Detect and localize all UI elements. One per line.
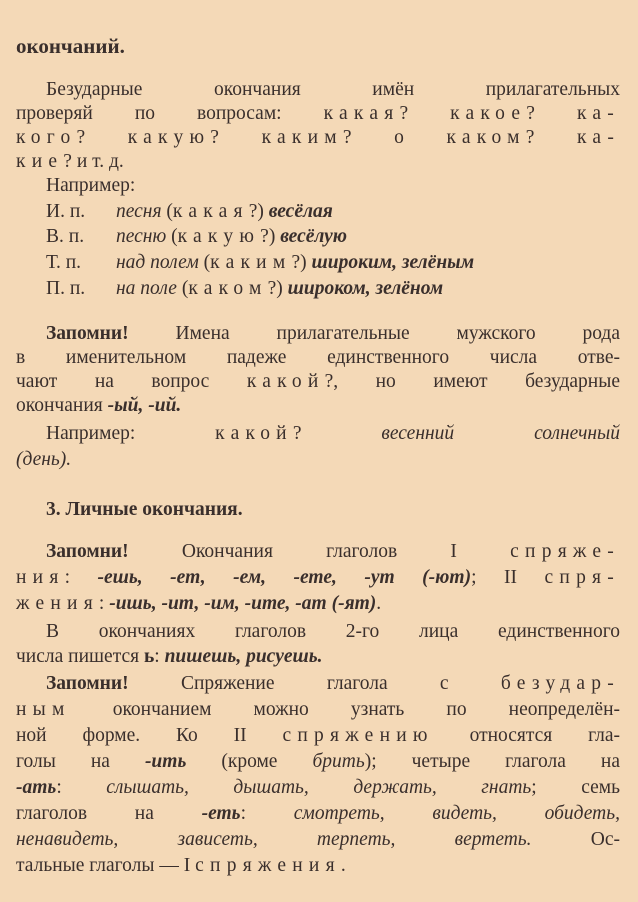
paragraph-line: В окончаниях глаголов 2-го лица единственного: [46, 621, 620, 642]
paragraph-line: окончания -ый, -ий.: [16, 395, 182, 416]
section-heading: 3. Личные окончания.: [46, 499, 243, 520]
paragraph-line: кие? и т. д.: [16, 151, 124, 172]
paragraph-line: тальные глаголы — I спряжения.: [16, 855, 346, 876]
paragraph-line: жения: -ишь, -ит, -им, -ите, -ат (-ят).: [16, 593, 382, 614]
paragraph-line: ной форме. Ко II спряжению относятся гла-: [16, 725, 620, 746]
case-row: Т. п. над полем (каким?) широким, зелёным: [46, 252, 475, 273]
case-row: И. п. песня (какая?) весёлая: [46, 201, 333, 222]
paragraph-line: ненавидеть, зависеть, терпеть, вертеть. Ос-: [16, 829, 620, 850]
example-line: Например: какой? весенний солнечный: [46, 423, 621, 444]
paragraph-line: чают на вопрос какой?, но имеют безударные: [16, 371, 620, 392]
paragraph-line: ния: -ешь, -ет, -ем, -ете, -ут (-ют); II спря-: [16, 567, 621, 588]
paragraph-line: глаголов на -еть: смотреть, видеть, обидеть,: [16, 803, 620, 824]
example-line: (день).: [16, 449, 72, 470]
top-heading: окончаний.: [16, 34, 125, 58]
paragraph-line: ным окончанием можно узнать по неопределён-: [16, 699, 620, 720]
remember-line: Запомни! Окончания глаголов I спряже-: [46, 541, 620, 562]
paragraph-line: в именительном падеже единственного числа отве-: [16, 347, 620, 368]
remember-line: Запомни! Имена прилагательные мужского рода: [46, 323, 620, 344]
paragraph-line: проверяй по вопросам: какая? какое? ка-: [16, 103, 621, 124]
case-row: П. п. на поле (каком?) широком, зелёном: [46, 278, 444, 299]
remember-line: Запомни! Спряжение глагола с безудар-: [46, 673, 620, 694]
paragraph-line: голы на -ить (кроме брить); четыре глагола на: [16, 751, 620, 772]
paragraph-line: числа пишется ь: пишешь, рисуешь.: [16, 646, 323, 667]
case-row: В. п. песню (какую?) весёлую: [46, 226, 348, 247]
paragraph-line: Безударные окончания имён прилагательных: [46, 79, 620, 100]
paragraph-line: -ать: слышать, дышать, держать, гнать; семь: [16, 777, 621, 798]
paragraph-line: кого? какую? каким? о каком? ка-: [16, 127, 621, 148]
example-label: Например:: [46, 175, 136, 196]
